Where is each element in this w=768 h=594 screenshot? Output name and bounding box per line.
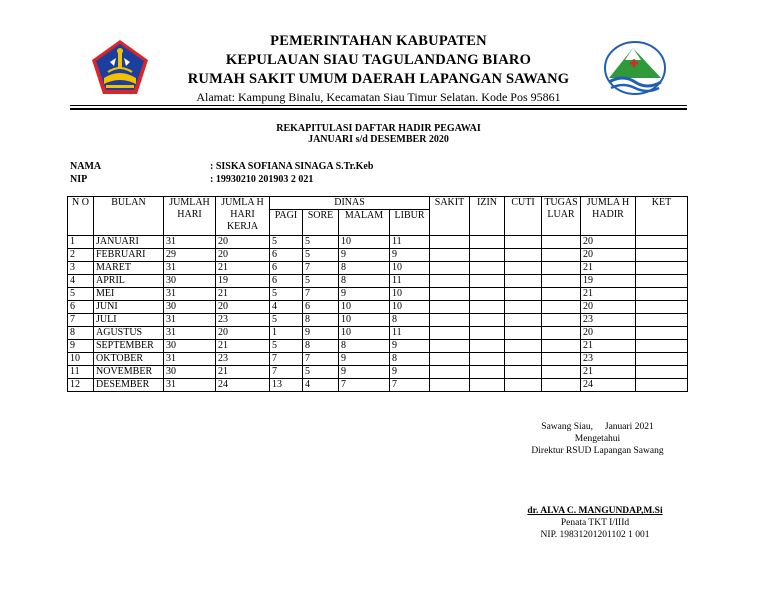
cell-hari: 31 [164, 353, 216, 366]
cell-libur: 9 [390, 249, 430, 262]
cell-kerja: 20 [216, 236, 270, 249]
document-title [70, 123, 687, 145]
cell-ket [636, 340, 688, 353]
cell-sore: 5 [303, 236, 339, 249]
cell-izin [470, 366, 505, 379]
letterhead-line-1: PEMERINTAHAN KABUPATEN [270, 33, 487, 49]
header-libur: LIBUR [390, 210, 430, 236]
letterhead [70, 28, 687, 108]
header-jumlah-hari: JUMLAH HARI [164, 197, 216, 236]
cell-kerja: 19 [216, 275, 270, 288]
cell-hari: 31 [164, 314, 216, 327]
cell-sakit [430, 379, 470, 392]
employee-nip-row [70, 173, 373, 186]
cell-hari: 31 [164, 236, 216, 249]
cell-bulan: MARET [94, 262, 164, 275]
cell-hari: 29 [164, 249, 216, 262]
hospital-mountain-logo-icon [603, 40, 667, 96]
cell-izin [470, 249, 505, 262]
title-line-2: JANUARI s/d DESEMBER 2020 [308, 134, 449, 145]
table-row [68, 353, 688, 366]
cell-cuti [505, 366, 542, 379]
cell-pagi: 13 [270, 379, 303, 392]
employee-name-row [70, 160, 373, 173]
letterhead-rule-thick [70, 108, 687, 110]
cell-libur: 7 [390, 379, 430, 392]
cell-cuti [505, 379, 542, 392]
cell-bulan: NOVEMBER [94, 366, 164, 379]
cell-bulan: JULI [94, 314, 164, 327]
employee-info [70, 160, 373, 186]
cell-hadir: 20 [581, 327, 636, 340]
cell-hari: 31 [164, 262, 216, 275]
cell-izin [470, 379, 505, 392]
cell-cuti [505, 353, 542, 366]
cell-libur: 11 [390, 236, 430, 249]
cell-kerja: 24 [216, 379, 270, 392]
cell-tugas [542, 379, 581, 392]
cell-sore: 4 [303, 379, 339, 392]
cell-izin [470, 262, 505, 275]
nip-value: : 19930210 201903 2 021 [210, 174, 314, 185]
cell-pagi: 6 [270, 275, 303, 288]
cell-no: 5 [68, 288, 94, 301]
signer-name: dr. ALVA C. MANGUNDAP,M.Si [527, 506, 663, 516]
cell-hari: 30 [164, 275, 216, 288]
cell-bulan: JANUARI [94, 236, 164, 249]
nip-label: NIP [70, 174, 88, 185]
table-row [68, 366, 688, 379]
header-ket: KET [636, 197, 688, 236]
table-row [68, 288, 688, 301]
cell-bulan: FEBRUARI [94, 249, 164, 262]
table-row [68, 236, 688, 249]
cell-izin [470, 301, 505, 314]
cell-hadir: 21 [581, 288, 636, 301]
cell-kerja: 23 [216, 314, 270, 327]
cell-hadir: 21 [581, 366, 636, 379]
cell-ket [636, 301, 688, 314]
cell-malam: 10 [339, 327, 390, 340]
cell-pagi: 7 [270, 366, 303, 379]
cell-malam: 10 [339, 314, 390, 327]
cell-malam: 8 [339, 340, 390, 353]
cell-izin [470, 314, 505, 327]
cell-malam: 8 [339, 262, 390, 275]
cell-malam: 10 [339, 236, 390, 249]
cell-sore: 7 [303, 262, 339, 275]
cell-libur: 11 [390, 327, 430, 340]
cell-izin [470, 327, 505, 340]
cell-tugas [542, 314, 581, 327]
cell-sakit [430, 301, 470, 314]
cell-hadir: 21 [581, 262, 636, 275]
table-row [68, 314, 688, 327]
cell-ket [636, 366, 688, 379]
cell-bulan: MEI [94, 288, 164, 301]
cell-hadir: 20 [581, 249, 636, 262]
cell-sakit [430, 353, 470, 366]
header-jumlah-hari-kerja: JUMLA H HARI KERJA [216, 197, 270, 236]
cell-sakit [430, 327, 470, 340]
cell-tugas [542, 262, 581, 275]
cell-kerja: 20 [216, 301, 270, 314]
cell-bulan: AGUSTUS [94, 327, 164, 340]
cell-kerja: 21 [216, 262, 270, 275]
cell-cuti [505, 327, 542, 340]
cell-hadir: 24 [581, 379, 636, 392]
cell-pagi: 5 [270, 340, 303, 353]
cell-hadir: 19 [581, 275, 636, 288]
cell-sakit [430, 340, 470, 353]
cell-bulan: OKTOBER [94, 353, 164, 366]
cell-pagi: 5 [270, 288, 303, 301]
cell-libur: 10 [390, 301, 430, 314]
cell-hari: 31 [164, 379, 216, 392]
header-jumlah-hadir: JUMLA H HADIR [581, 197, 636, 236]
cell-tugas [542, 353, 581, 366]
cell-malam: 9 [339, 288, 390, 301]
cell-no: 4 [68, 275, 94, 288]
cell-no: 7 [68, 314, 94, 327]
cell-ket [636, 379, 688, 392]
cell-libur: 9 [390, 340, 430, 353]
header-sore: SORE [303, 210, 339, 236]
header-sakit: SAKIT [430, 197, 470, 236]
cell-sakit [430, 288, 470, 301]
cell-ket [636, 249, 688, 262]
cell-sakit [430, 314, 470, 327]
header-no: N O [68, 197, 94, 236]
cell-pagi: 6 [270, 249, 303, 262]
acknowledged-label: Mengetahui [574, 434, 621, 444]
cell-hari: 30 [164, 301, 216, 314]
cell-cuti [505, 262, 542, 275]
cell-ket [636, 275, 688, 288]
cell-pagi: 6 [270, 262, 303, 275]
cell-cuti [505, 275, 542, 288]
cell-tugas [542, 275, 581, 288]
table-row [68, 379, 688, 392]
cell-libur: 11 [390, 275, 430, 288]
cell-izin [470, 340, 505, 353]
table-row [68, 249, 688, 262]
cell-malam: 8 [339, 275, 390, 288]
cell-no: 1 [68, 236, 94, 249]
cell-ket [636, 262, 688, 275]
cell-no: 8 [68, 327, 94, 340]
cell-kerja: 23 [216, 353, 270, 366]
cell-libur: 10 [390, 288, 430, 301]
signer-nip: NIP. 19831201201102 1 001 [540, 530, 650, 540]
cell-sore: 5 [303, 275, 339, 288]
table-row [68, 301, 688, 314]
cell-bulan: SEPTEMBER [94, 340, 164, 353]
cell-no: 6 [68, 301, 94, 314]
cell-sakit [430, 366, 470, 379]
cell-pagi: 5 [270, 314, 303, 327]
cell-sore: 6 [303, 301, 339, 314]
signer-rank: Penata TKT I/IIId [560, 518, 630, 528]
cell-sakit [430, 262, 470, 275]
cell-no: 10 [68, 353, 94, 366]
table-row [68, 262, 688, 275]
attendance-rows [68, 236, 688, 392]
cell-izin [470, 236, 505, 249]
header-pagi: PAGI [270, 210, 303, 236]
cell-sakit [430, 275, 470, 288]
header-malam: MALAM [339, 210, 390, 236]
cell-hari: 30 [164, 366, 216, 379]
attendance-table [67, 196, 688, 392]
cell-malam: 10 [339, 301, 390, 314]
cell-kerja: 21 [216, 288, 270, 301]
cell-libur: 9 [390, 366, 430, 379]
title-line-1: REKAPITULASI DAFTAR HADIR PEGAWAI [276, 123, 481, 134]
cell-sore: 5 [303, 249, 339, 262]
cell-sore: 7 [303, 288, 339, 301]
cell-tugas [542, 327, 581, 340]
cell-kerja: 20 [216, 249, 270, 262]
cell-no: 9 [68, 340, 94, 353]
cell-pagi: 5 [270, 236, 303, 249]
cell-hadir: 23 [581, 353, 636, 366]
cell-kerja: 21 [216, 340, 270, 353]
cell-tugas [542, 236, 581, 249]
cell-pagi: 4 [270, 301, 303, 314]
letterhead-line-3: RUMAH SAKIT UMUM DAERAH LAPANGAN SAWANG [187, 71, 570, 87]
cell-kerja: 21 [216, 366, 270, 379]
cell-cuti [505, 249, 542, 262]
cell-hadir: 21 [581, 340, 636, 353]
header-bulan: BULAN [94, 197, 164, 236]
header-dinas: DINAS [270, 197, 430, 210]
place-date: Sawang Siau, Januari 2021 [541, 422, 654, 432]
cell-sore: 7 [303, 353, 339, 366]
cell-cuti [505, 301, 542, 314]
cell-sore: 8 [303, 340, 339, 353]
name-value: : SISKA SOFIANA SINAGA S.Tr.Keb [210, 161, 374, 172]
cell-kerja: 20 [216, 327, 270, 340]
cell-cuti [505, 340, 542, 353]
cell-ket [636, 353, 688, 366]
cell-bulan: DESEMBER [94, 379, 164, 392]
cell-tugas [542, 301, 581, 314]
cell-hari: 31 [164, 327, 216, 340]
cell-no: 11 [68, 366, 94, 379]
header-cuti: CUTI [505, 197, 542, 236]
cell-ket [636, 327, 688, 340]
cell-malam: 7 [339, 379, 390, 392]
table-row [68, 340, 688, 353]
cell-sore: 9 [303, 327, 339, 340]
header-izin: IZIN [470, 197, 505, 236]
cell-hadir: 23 [581, 314, 636, 327]
cell-tugas [542, 249, 581, 262]
cell-malam: 9 [339, 366, 390, 379]
letterhead-line-2: KEPULAUAN SIAU TAGULANDANG BIARO [225, 52, 532, 68]
cell-malam: 9 [339, 249, 390, 262]
cell-libur: 8 [390, 314, 430, 327]
cell-bulan: JUNI [94, 301, 164, 314]
cell-izin [470, 353, 505, 366]
cell-hari: 30 [164, 340, 216, 353]
cell-hari: 31 [164, 288, 216, 301]
cell-no: 3 [68, 262, 94, 275]
cell-ket [636, 236, 688, 249]
cell-bulan: APRIL [94, 275, 164, 288]
cell-tugas [542, 366, 581, 379]
cell-tugas [542, 340, 581, 353]
signer-details [500, 505, 690, 541]
cell-sakit [430, 236, 470, 249]
cell-no: 2 [68, 249, 94, 262]
cell-cuti [505, 288, 542, 301]
cell-ket [636, 314, 688, 327]
cell-sakit [430, 249, 470, 262]
cell-pagi: 7 [270, 353, 303, 366]
cell-hadir: 20 [581, 236, 636, 249]
cell-ket [636, 288, 688, 301]
cell-pagi: 1 [270, 327, 303, 340]
cell-tugas [542, 288, 581, 301]
cell-cuti [505, 314, 542, 327]
letterhead-rule-thin [70, 105, 687, 106]
cell-sore: 5 [303, 366, 339, 379]
cell-libur: 10 [390, 262, 430, 275]
cell-malam: 9 [339, 353, 390, 366]
letterhead-address: Alamat: Kampung Binalu, Kecamatan Siau Timur Selatan. Kode Pos 95861 [196, 90, 561, 104]
table-row [68, 327, 688, 340]
header-tugas-luar: TUGAS LUAR [542, 197, 581, 236]
cell-sore: 8 [303, 314, 339, 327]
cell-libur: 8 [390, 353, 430, 366]
cell-izin [470, 288, 505, 301]
name-label: NAMA [70, 161, 102, 172]
cell-izin [470, 275, 505, 288]
signer-position: Direktur RSUD Lapangan Sawang [531, 446, 664, 456]
signature-block [510, 421, 685, 457]
cell-hadir: 20 [581, 301, 636, 314]
table-row [68, 275, 688, 288]
cell-cuti [505, 236, 542, 249]
cell-no: 12 [68, 379, 94, 392]
